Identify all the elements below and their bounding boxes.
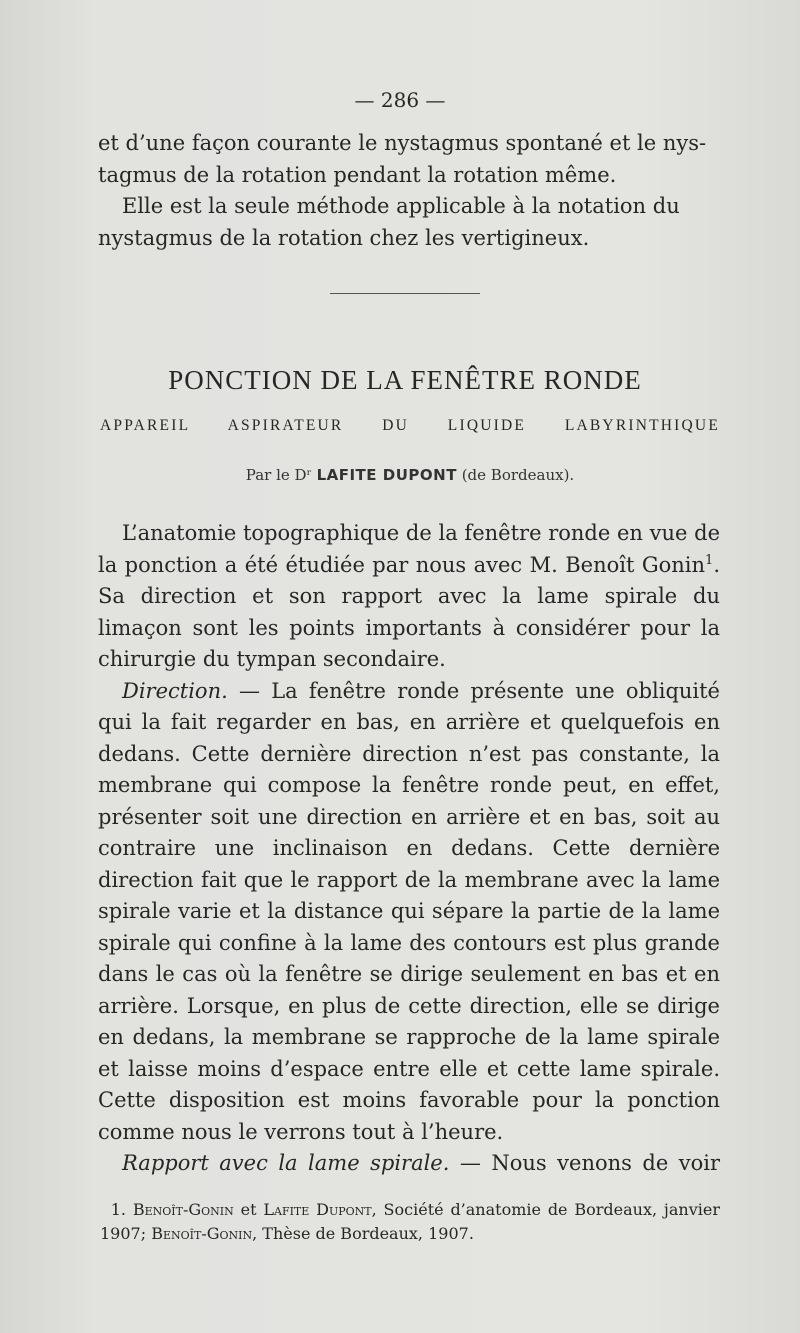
paragraph-label: Rapport avec la lame spirale. xyxy=(122,1151,450,1175)
paragraph-text: . Sa direction et son rapport avec la lame spirale du limaçon sont les points importants à considérer pour la chirurgie du tympan secondaire. xyxy=(98,552,720,671)
footnote-text: , Société d’anatomie de Bordeaux, janvier 1907; xyxy=(100,1200,721,1243)
footnote-author: Benoît-Gonin xyxy=(132,1200,234,1219)
body-paragraph xyxy=(98,518,720,676)
byline-author: LAFITE DUPONT xyxy=(316,466,457,484)
paragraph-text: — La fenêtre ronde présente une obliquité qui la fait regarder en bas, en arrière et quelquefois en dedans. Cette dernière direction n’est pas constante, la membrane qui compose la fenêtre ronde peut, en effet, présenter soit une direction en arrière et en bas, soit au contraire une inclinaison en dedans. Cette dernière direction fait que le rapport de la membrane avec la lame spirale varie et la distance qui sépare la partie de la lame spirale qui confine à la lame des contours est plus grande dans le cas où la fenêtre se dirige seulement en bas et en arrière. Lorsque, en plus de cette direction, elle se dirige en dedans, la membrane se rapproche de la lame spirale et laisse moins d’espace entre elle et cette lame spirale. Cette disposition est moins favorable pour la ponction comme nous le verrons tout à l’heure. xyxy=(98,678,720,1144)
footnote-number: 1. xyxy=(110,1200,126,1219)
intro-line: Elle est la seule méthode applicable à la notation du xyxy=(122,194,680,218)
page-number: — 286 — xyxy=(354,88,446,112)
intro-line: tagmus de la rotation pendant la rotation même. xyxy=(98,162,617,187)
article-title: PONCTION DE LA FENÊTRE RONDE xyxy=(168,365,642,395)
intro-line: nystagmus de la rotation chez les vertigineux. xyxy=(98,225,590,250)
footnote xyxy=(100,1198,720,1246)
footnote-text: et xyxy=(233,1200,264,1219)
intro-line: et d’une façon courante le nystagmus spontané et le nys- xyxy=(98,131,707,155)
footnote-text: , Thèse de Bordeaux, 1907. xyxy=(252,1224,474,1243)
body-paragraph xyxy=(98,1148,720,1180)
article-subtitle: APPAREIL ASPIRATEUR DU LIQUIDE LABYRINTHIQUE xyxy=(100,417,720,434)
footnote-ref: 1 xyxy=(705,552,714,568)
intro-paragraph xyxy=(98,128,720,254)
byline-suffix: (de Bordeaux). xyxy=(461,466,575,484)
footnote-author: Benoît-Gonin xyxy=(151,1224,253,1243)
byline xyxy=(0,466,800,484)
paragraph-label: Direction. xyxy=(122,678,228,703)
byline-prefix: Par le Dʳ xyxy=(245,466,312,484)
paragraph-text: — Nous venons de voir xyxy=(449,1151,720,1175)
article-body xyxy=(98,518,720,1180)
paragraph-text: L’anatomie topographique de la fenêtre ronde en vue de la ponction a été étudiée par nous avec M. Benoît Gonin xyxy=(98,521,720,577)
body-paragraph xyxy=(98,676,720,1149)
footnote-author: Lafite Dupont xyxy=(263,1200,372,1219)
section-divider xyxy=(330,293,480,294)
